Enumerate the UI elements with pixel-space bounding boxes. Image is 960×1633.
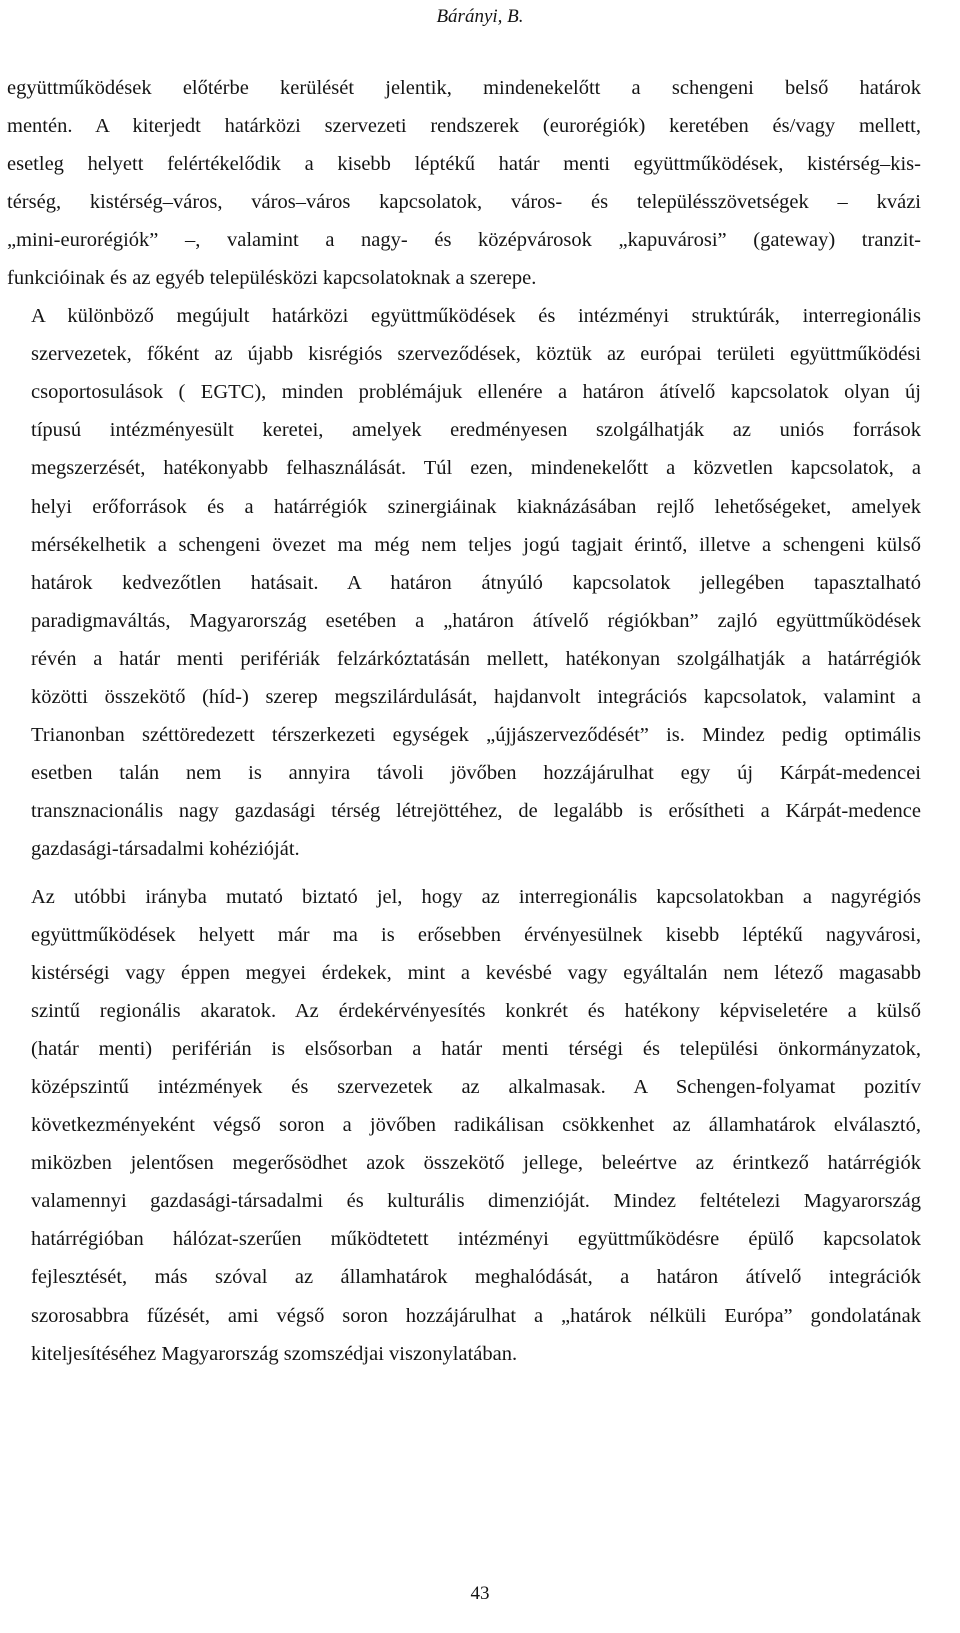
text-line: együttműködések előtérbe kerülését jelentik, mindenekelőtt a schengeni belső határok <box>7 77 921 99</box>
text-line: típusú intézményesült keretei, amelyek eredményesen szolgálhatják az uniós források <box>31 419 921 442</box>
text-line: közötti összekötő (híd-) szerep megszilárdulását, hajdanvolt integrációs kapcsolatok, valamint a <box>31 685 921 708</box>
paragraph-2 <box>7 297 921 868</box>
text-line: fejlesztését, más szóval az államhatárok meghalódását, a határon átívelő integrációk <box>31 1266 921 1289</box>
paragraph-1 <box>7 69 921 297</box>
text-line: csoportosulások ( EGTC), minden problémájuk ellenére a határon átívelő kapcsolatok olyan új <box>31 381 921 404</box>
text-line: funkcióinak és az egyéb településközi kapcsolatoknak a szerepe. <box>7 267 537 290</box>
text-line: térség, kistérség–város, város–város kapcsolatok, város- és településszövetségek – kvázi <box>7 191 921 214</box>
text-line: kistérségi vagy éppen megyei érdekek, mint a kevésbé vagy egyáltalán nem létező magasabb <box>31 962 921 985</box>
text-line: szervezetek, főként az újabb kisrégiós szerveződések, köztük az európai területi együttműködési <box>31 343 921 366</box>
text-line: helyi erőforrások és a határrégiók szinergiáinak kiaknázásában rejlő lehetőségeket, amelyek <box>31 495 921 518</box>
text-line: gazdasági-társadalmi kohézióját. <box>31 837 300 860</box>
text-line: (határ menti) periférián is elsősorban a határ menti térségi és települési önkormányzatok, <box>31 1038 921 1061</box>
text-line: esetleg helyett felértékelődik a kisebb léptékű határ menti együttműködések, kistérség–kis- <box>7 153 921 176</box>
text-line: A különböző megújult határközi együttműködések és intézményi struktúrák, interregionális <box>31 305 921 328</box>
text-line: „mini-eurorégiók” –, valamint a nagy- és középvárosok „kapuvárosi” (gateway) tranzit- <box>7 229 921 252</box>
running-header: Bárányi, B. <box>436 6 524 27</box>
text-line: esetben talán nem is annyira távoli jövőben hozzájárulhat egy új Kárpát-medencei <box>31 761 921 784</box>
text-line: mérsékelhetik a schengeni övezet ma még nem teljes jogú tagjait érintő, illetve a schengeni külső <box>31 533 921 556</box>
text-line: transznacionális nagy gazdasági térség létrejöttéhez, de legalább is erősítheti a Kárpát-medence <box>31 799 921 822</box>
text-line: szorosabbra fűzését, ami végső soron hozzájárulhat a „határok nélküli Európa” gondolatának <box>31 1304 921 1327</box>
text-line: középszintű intézmények és szervezetek az alkalmasak. A Schengen-folyamat pozitív <box>31 1076 921 1099</box>
text-line: Trianonban széttöredezett térszerkezeti egységek „újjászerveződését” is. Mindez pedig optimális <box>31 723 921 746</box>
text-line: valamennyi gazdasági-társadalmi és kulturális dimenzióját. Mindez feltételezi Magyarország <box>31 1190 921 1213</box>
text-line: együttműködések helyett már ma is erősebben érvényesülnek kisebb léptékű nagyvárosi, <box>31 924 921 947</box>
text-line: Az utóbbi irányba mutató biztató jel, hogy az interregionális kapcsolatokban a nagyrégiós <box>31 885 921 908</box>
text-line: miközben jelentősen megerősödhet azok összekötő jellege, beleértve az érintkező határrégiók <box>31 1152 921 1175</box>
text-line: határok kedvezőtlen hatásait. A határon átnyúló kapcsolatok jellegében tapasztalható <box>31 571 921 594</box>
paragraph-3 <box>7 878 921 1373</box>
text-line: mentén. A kiterjedt határközi szervezeti rendszerek (eurorégiók) keretében és/vagy mellett, <box>7 115 921 138</box>
page-number: 43 <box>470 1583 490 1604</box>
text-line: szintű regionális akaratok. Az érdekérvényesítés konkrét és hatékony képviseletére a külső <box>31 1000 921 1023</box>
text-line: kiteljesítéséhez Magyarország szomszédjai viszonylatában. <box>31 1342 518 1365</box>
text-line: paradigmaváltás, Magyarország esetében a „határon átívelő régiókban” zajló együttműködések <box>31 609 921 632</box>
text-line: határrégióban hálózat-szerűen működtetett intézményi együttműködésre épülő kapcsolatok <box>31 1228 921 1251</box>
text-line: megszerzését, hatékonyabb felhasználását. Túl ezen, mindenekelőtt a közvetlen kapcsolatok, a <box>31 457 921 480</box>
body-text <box>7 69 921 1373</box>
text-line: révén a határ menti perifériák felzárkóztatásán mellett, hatékonyan szolgálhatják a határrégiók <box>31 647 921 670</box>
text-line: következményeként végső soron a jövőben radikálisan csökkenhet az államhatárok elválasztó, <box>31 1114 921 1137</box>
